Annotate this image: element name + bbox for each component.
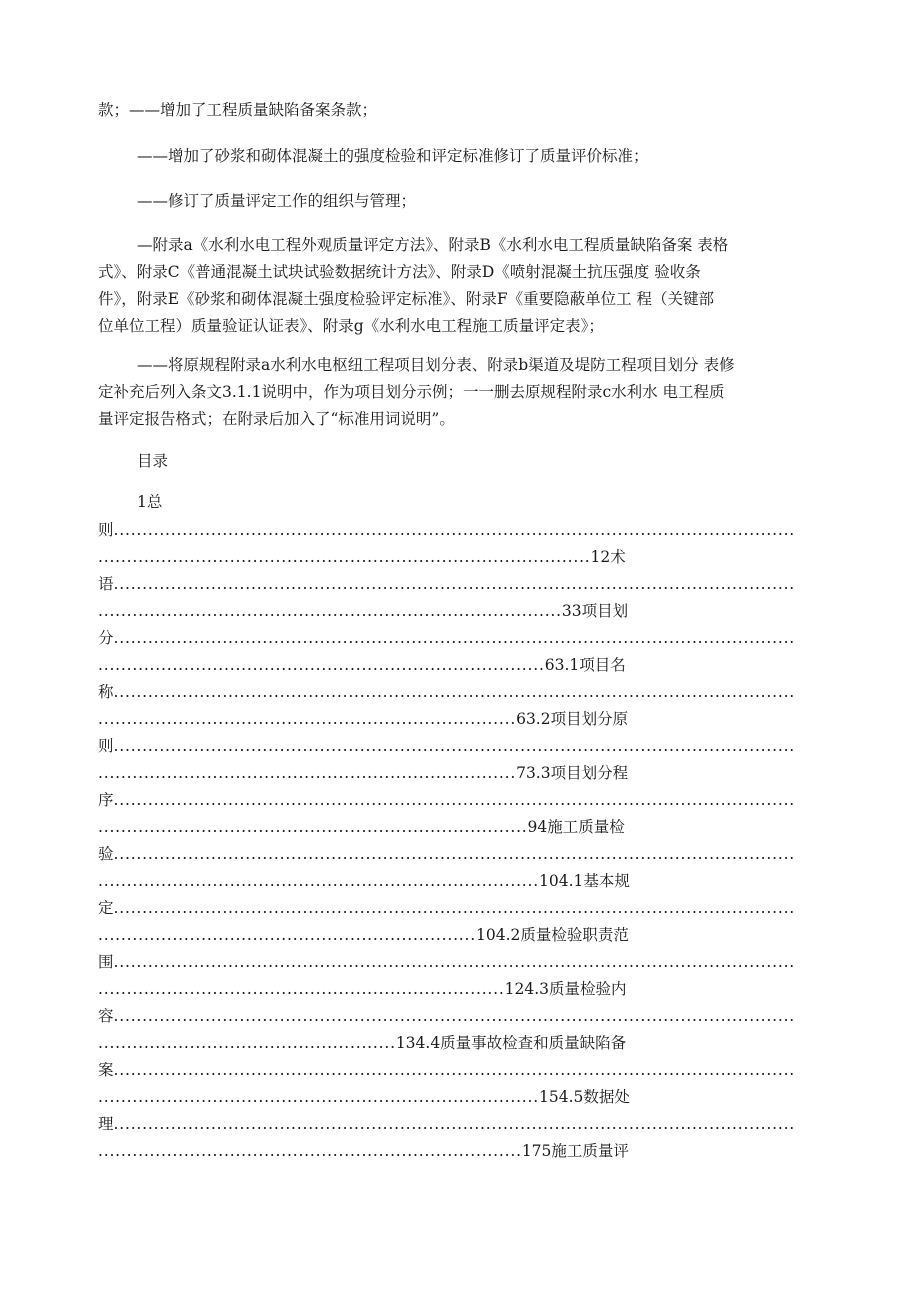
toc-entry-tail-text: 175施工质量评 <box>521 1142 629 1160</box>
toc-entry-head <box>98 1006 795 1026</box>
toc-leader-dots: ....................................................................................................................... <box>113 1115 796 1133</box>
paragraph-line: 款；——增加了工程质量缺陷备案条款； <box>98 101 378 119</box>
toc-entry-head <box>98 1060 795 1080</box>
toc-entry-head-text: 验 <box>98 845 114 863</box>
paragraph-line: ——将原规程附录a水利水电枢纽工程项目划分表、附录b渠道及堤防工程项目划分 表修 <box>137 356 735 374</box>
toc-title: 目录 <box>137 452 169 470</box>
toc-leader-dots: ...................................................................................... <box>98 548 591 566</box>
toc-leader-dots: ....................................................................................................................... <box>113 683 796 701</box>
paragraph-line: 量评定报告格式；在附录后加入了“标准用词说明”。 <box>98 410 455 428</box>
toc-leader-dots: ....................................................................................................................... <box>113 1061 796 1079</box>
toc-leader-dots: .......................................................................... <box>98 1142 522 1160</box>
toc-leader-dots: ....................................................................................................................... <box>113 791 796 809</box>
toc-entry-tail <box>98 547 626 567</box>
toc-entry-head <box>98 520 795 540</box>
toc-entry-head <box>98 628 795 648</box>
toc-entry-tail <box>98 1087 630 1107</box>
toc-leader-dots: ....................................................................................................................... <box>113 521 796 539</box>
toc-entry-tail-text: 73.3项目划分程 <box>516 764 629 782</box>
toc-entry-head-text: 案 <box>98 1061 114 1079</box>
toc-leader-dots: ....................................................................... <box>98 980 505 998</box>
toc-leader-dots: .............................................................................. <box>98 656 545 674</box>
toc-entry-head <box>98 844 795 864</box>
toc-leader-dots: ....................................................................................................................... <box>113 629 796 647</box>
toc-entry-head-text: 称 <box>98 683 114 701</box>
toc-entry-tail <box>98 871 630 891</box>
toc-entry-head-text: 容 <box>98 1007 114 1025</box>
toc-leader-dots: ....................................................................................................................... <box>113 575 796 593</box>
toc-entry-head-text: 定 <box>98 899 114 917</box>
toc-leader-dots: ......................................................................... <box>98 710 517 728</box>
toc-leader-dots: ....................................................................................................................... <box>113 737 796 755</box>
toc-leader-dots: .................................................................. <box>98 926 476 944</box>
toc-entry-tail <box>98 979 627 999</box>
toc-leader-dots: ....................................................................................................................... <box>113 845 796 863</box>
toc-leader-dots: ........................................................................... <box>98 818 528 836</box>
toc-leader-dots: ....................................................................................................................... <box>113 953 796 971</box>
paragraph-line: 件》，附录E《砂浆和砌体混凝土强度检验评定标准》、附录F《重要隐蔽单位工 程（关键部 <box>98 290 714 308</box>
toc-leader-dots: ....................................................................................................................... <box>113 1007 796 1025</box>
toc-entry-tail-text: 104.1基本规 <box>538 872 630 890</box>
toc-entry-tail <box>98 1033 626 1053</box>
toc-entry-head <box>98 682 795 702</box>
toc-leader-dots: .................................................... <box>98 1034 396 1052</box>
toc-entry-head <box>98 898 795 918</box>
toc-entry-tail <box>98 1141 629 1161</box>
toc-entry-tail <box>98 817 625 837</box>
toc-entry-tail-text: 94施工质量检 <box>527 818 625 836</box>
toc-entry-tail-text: 33项目划 <box>561 602 629 620</box>
toc-entry-tail-text: 12术 <box>590 548 626 566</box>
paragraph-line: ——修订了质量评定工作的组织与管理； <box>137 192 417 210</box>
paragraph-line: —附录a《水利水电工程外观质量评定方法》、附录B《水利水电工程质量缺陷备案 表格 <box>137 236 729 254</box>
toc-entry-head-text: 则 <box>98 521 114 539</box>
toc-first-line: 1总 <box>137 493 163 511</box>
toc-entry-tail <box>98 709 628 729</box>
toc-entry-tail <box>98 925 629 945</box>
toc-entry-tail <box>98 763 628 783</box>
toc-entry-head-text: 语 <box>98 575 114 593</box>
paragraph-line: 定补充后列入条文3.1.1说明中，作为项目划分示例；一一删去原规程附录c水利水 电工程质 <box>98 383 725 401</box>
toc-entry-head-text: 理 <box>98 1115 114 1133</box>
toc-entry-head-text: 则 <box>98 737 114 755</box>
toc-leader-dots: ......................................................................... <box>98 764 517 782</box>
toc-entry-head <box>98 790 795 810</box>
toc-entry-tail-text: 154.5数据处 <box>538 1088 630 1106</box>
toc-entry-head <box>98 1114 795 1134</box>
paragraph-line: ——增加了砂浆和砌体混凝土的强度检验和评定标准修订了质量评价标准； <box>137 147 649 165</box>
toc-entry-tail-text: 124.3质量检验内 <box>504 980 627 998</box>
toc-entry-head <box>98 736 795 756</box>
toc-entry-tail-text: 134.4质量事故检查和质量缺陷备 <box>395 1034 627 1052</box>
toc-entry-tail-text: 104.2质量检验职责范 <box>475 926 629 944</box>
toc-entry-tail <box>98 601 628 621</box>
toc-leader-dots: ............................................................................. <box>98 872 539 890</box>
toc-entry-tail-text: 63.1项目名 <box>544 656 626 674</box>
toc-entry-head-text: 分 <box>98 629 114 647</box>
toc-entry-tail-text: 63.2项目划分原 <box>516 710 629 728</box>
toc-entry-head <box>98 574 795 594</box>
toc-leader-dots: ................................................................................. <box>98 602 562 620</box>
paragraph-line: 式》、附录C《普通混凝土试块试验数据统计方法》、附录D《喷射混凝土抗压强度 验收条 <box>98 263 701 281</box>
paragraph-line: 位单位工程）质量验证认证表》、附录g《水利水电工程施工质量评定表》； <box>98 317 604 335</box>
toc-entry-head-text: 序 <box>98 791 114 809</box>
toc-entry-tail <box>98 655 626 675</box>
toc-leader-dots: ....................................................................................................................... <box>113 899 796 917</box>
toc-leader-dots: ............................................................................. <box>98 1088 539 1106</box>
toc-entry-head <box>98 952 795 972</box>
toc-entry-head-text: 围 <box>98 953 114 971</box>
